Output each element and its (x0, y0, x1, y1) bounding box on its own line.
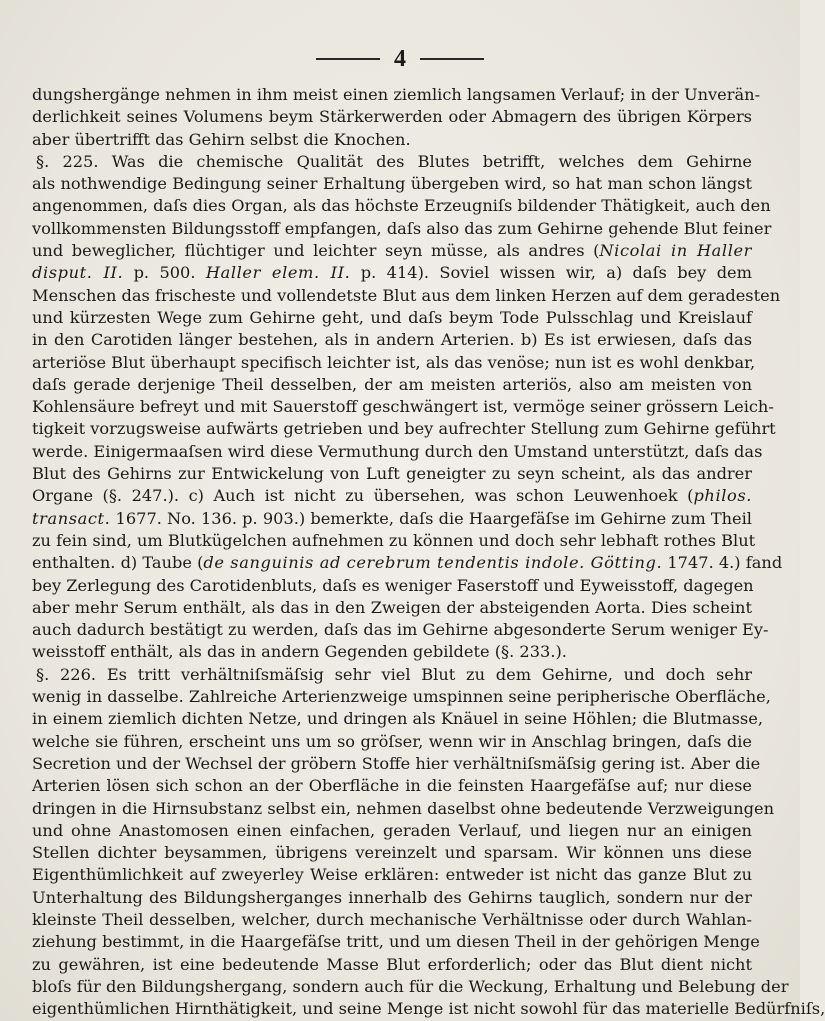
text-segment: aber übertrifft das Gehirn selbst die Knochen. (32, 129, 411, 149)
text-line (32, 285, 781, 307)
text-line (32, 329, 752, 351)
text-line (32, 597, 752, 619)
text-segment: in den Carotiden länger bestehen, als in andern Arterien. b) Es ist erwiesen, daſs das (32, 330, 752, 350)
text-line (32, 508, 752, 530)
text-line (32, 129, 752, 151)
text-segment: und kürzesten Wege zum Gehirne geht, und daſs beym Tode Pulsschlag und Kreislauf (32, 307, 752, 327)
text-segment: vollkommensten Bildungsstoff empfangen, daſs also das zum Gehirne gehende Blut feiner (32, 218, 772, 238)
text-segment: §. 226. Es tritt verhältniſsmäſsig sehr viel Blut zu dem Gehirne, und doch sehr (36, 664, 752, 684)
text-line (32, 798, 774, 820)
text-segment: p. 414). Soviel wissen wir, a) daſs bey dem (350, 263, 752, 283)
text-segment: Unterhaltung des Bildungsherganges innerhalb des Gehirns tauglich, sondern nur der (32, 887, 752, 907)
text-line (32, 151, 752, 173)
text-segment: und beweglicher, flüchtiger und leichter seyn müsse, als andres ( (32, 241, 600, 261)
italic-citation: disput. II. (32, 263, 124, 283)
text-segment: und ohne Anastomosen einen einfachen, geraden Verlauf, und liegen nur an einigen (32, 820, 752, 840)
text-segment: welche sie führen, erscheint uns um so gröſser, wenn wir in Anschlag bringen, daſs die (32, 731, 752, 751)
text-segment: bey Zerlegung des Carotidenbluts, daſs es weniger Faserstoff und Eyweisstoff, dagegen (32, 575, 754, 595)
text-segment: tigkeit vorzugsweise aufwärts getrieben und bey aufrechter Stellung zum Gehirne geführt (32, 419, 776, 439)
text-line (32, 641, 752, 663)
text-segment: kleinste Theil desselben, welcher, durch mechanische Verhältnisse oder durch Wahlan- (32, 909, 752, 929)
italic-citation: transact. (32, 508, 111, 528)
text-line (32, 820, 752, 842)
text-line (32, 976, 789, 998)
text-segment: Kohlensäure befreyt und mit Sauerstoff geschwängert ist, vermöge seiner grössern Leich- (32, 397, 774, 417)
text-line (32, 575, 752, 597)
text-segment: wenig in dasselbe. Zahlreiche Arterienzweige umspinnen seine peripherische Oberfläche, (32, 687, 771, 707)
header-rule-right (420, 58, 484, 60)
text-body (32, 84, 825, 1020)
text-line (32, 418, 776, 440)
text-line (32, 530, 756, 552)
text-line (32, 262, 752, 284)
text-line (32, 307, 752, 329)
text-segment: zu fein sind, um Blutkügelchen aufnehmen zu können und doch sehr lebhaft rothes Blut (32, 530, 756, 550)
text-segment: ziehung bestimmt, in die Haargefäſse tritt, und um diesen Theil in der gehörigen Menge (32, 932, 760, 952)
italic-citation: Nicolai in Haller (599, 241, 752, 261)
text-line (32, 195, 771, 217)
italic-citation: de sanguinis ad cerebrum tendentis indole. Götting. (203, 553, 663, 573)
text-line (32, 954, 752, 976)
text-line (32, 84, 761, 106)
text-line (32, 485, 752, 507)
text-line (32, 842, 752, 864)
text-segment: dungshergänge nehmen in ihm meist einen ziemlich langsamen Verlauf; in der Unverän- (32, 85, 761, 104)
text-segment: derlichkeit seines Volumens beym Stärkerwerden oder Abmagern des übrigen Körpers (32, 107, 752, 127)
italic-citation: Haller elem. II. (205, 263, 351, 283)
text-segment: dringen in die Hirnsubstanz selbst ein, nehmen daselbst ohne bedeutende Verzweigungen (32, 798, 774, 818)
page-header (0, 44, 800, 74)
text-segment: p. 500. (123, 263, 206, 283)
text-line (32, 106, 752, 128)
text-segment: Secretion und der Wechsel der gröbern Stoffe hier verhältniſsmäſsig gering ist. Aber die (32, 753, 761, 773)
text-line (32, 552, 783, 574)
text-line (32, 909, 752, 931)
header-rule-left (316, 58, 380, 60)
text-segment: enthalten. d) Taube ( (32, 553, 204, 573)
text-segment: zu gewähren, ist eine bedeutende Masse Blut erforderlich; oder das Blut dient nicht (32, 954, 752, 974)
text-segment: eigenthümlichen Hirnthätigkeit, und seine Menge ist nicht sowohl für das materielle Bedürfniſs, (32, 999, 825, 1019)
text-line (32, 218, 772, 240)
text-line (32, 240, 752, 262)
text-segment: 1747. 4.) fand (662, 553, 783, 573)
text-line (32, 619, 769, 641)
text-segment: weisstoff enthält, als das in andern Gegenden gebildete (§. 233.). (32, 642, 567, 662)
text-line (32, 463, 752, 485)
text-line (32, 864, 752, 886)
text-segment: werde. Einigermaaſsen wird diese Vermuthung durch den Umstand unterstützt, daſs das (32, 441, 763, 461)
text-segment: auch dadurch bestätigt zu werden, daſs das im Gehirne abgesonderte Serum weniger Ey- (32, 620, 769, 640)
text-line (32, 731, 752, 753)
text-line (32, 708, 763, 730)
text-line (32, 374, 752, 396)
text-segment: 1677. No. 136. p. 903.) bemerkte, daſs die Haargefäſse im Gehirne zum Theil (110, 508, 752, 528)
text-line (32, 887, 752, 909)
text-segment: Eigenthümlichkeit auf zweyerley Weise erklären: entweder ist nicht das ganze Blut zu (32, 865, 752, 885)
text-line (32, 664, 752, 686)
text-segment: Organe (§. 247.). c) Auch ist nicht zu übersehen, was schon Leuwenhoek ( (32, 486, 694, 506)
italic-citation: philos. (693, 486, 752, 506)
text-segment: daſs gerade derjenige Theil desselben, der am meisten arteriös, also am meisten von (32, 374, 752, 394)
text-segment: aber mehr Serum enthält, als das in den Zweigen der absteigenden Aorta. Dies scheint (32, 597, 752, 617)
text-segment: Blut des Gehirns zur Entwickelung von Luft geneigter zu seyn scheint, als das andrer (32, 464, 752, 484)
text-segment: in einem ziemlich dichten Netze, und dringen als Knäuel in seine Höhlen; die Blutmasse, (32, 709, 763, 729)
text-segment: angenommen, daſs dies Organ, als das höchste Erzeugniſs bildender Thätigkeit, auch den (32, 196, 771, 216)
text-segment: Menschen das frischeste und vollendetste Blut aus dem linken Herzen auf dem geradesten (32, 285, 781, 305)
text-segment: bloſs für den Bildungshergang, sondern auch für die Weckung, Erhaltung und Belebung der (32, 976, 789, 996)
text-line (32, 753, 761, 775)
text-line (32, 173, 752, 195)
text-line (32, 775, 752, 797)
text-line (32, 441, 763, 463)
page-number: 4 (394, 46, 406, 72)
text-segment: Stellen dichter beysammen, übrigens vereinzelt und sparsam. Wir können uns diese (32, 843, 752, 863)
text-line (32, 396, 774, 418)
text-line (32, 686, 771, 708)
text-line (32, 998, 825, 1020)
text-segment: als nothwendige Bedingung seiner Erhaltung übergeben wird, so hat man schon längst (32, 174, 752, 194)
text-line (32, 931, 760, 953)
text-segment: arteriöse Blut überhaupt specifisch leichter ist, als das venöse; nun ist es wohl denkbar, (32, 352, 756, 372)
text-segment: §. 225. Was die chemische Qualität des Blutes betrifft, welches dem Gehirne (36, 151, 752, 171)
text-line (32, 352, 756, 374)
text-segment: Arterien lösen sich schon an der Oberfläche in die feinsten Haargefäſse auf; nur diese (32, 776, 752, 796)
